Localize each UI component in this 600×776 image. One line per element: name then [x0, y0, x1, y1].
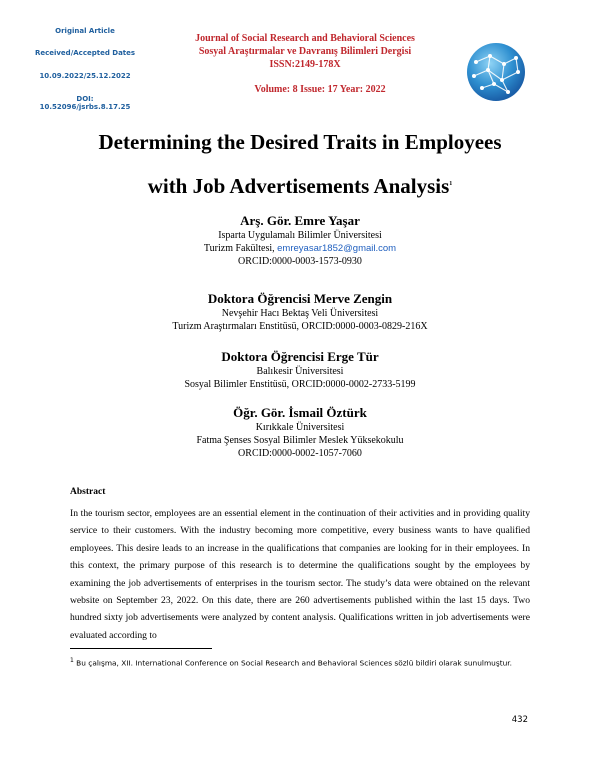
author-name: Arş. Gör. Emre Yaşar: [240, 213, 360, 228]
globe-network-logo: [464, 40, 528, 104]
author-affiliation: Sosyal Bilimler Enstitüsü, ORCID:0000-0002-2733-5199: [184, 379, 416, 390]
doi: DOI: 10.52096/jsrbs.8.17.25: [39, 95, 131, 111]
footnote: [70, 654, 530, 669]
author-affiliation: Turizm Fakültesi, emreyasar1852@gmail.com: [203, 243, 397, 254]
article-type: Original Article: [55, 27, 115, 35]
page-number: 432: [511, 715, 528, 725]
author-name: Öğr. Gör. İsmail Öztürk: [233, 405, 367, 420]
author-block-2: [60, 291, 540, 333]
footnote-mark: 1: [70, 657, 74, 664]
author-orcid: ORCID:0000-0003-1573-0930: [238, 256, 362, 267]
journal-name-en: Journal of Social Research and Behavioral Sciences: [195, 33, 415, 44]
journal-issn: ISSN:2149-178X: [269, 59, 341, 70]
abstract-body: In the tourism sector, employees are an essential element in the continuation of their activities and in providing quality service to their customers. With the industry becoming more competitive, every business wants to have qualified employees. This desire leads to an increase in the qualifications that companies are looking for in their employees. In this context, the primary purpose of this research is to determine the qualifications sought by the employees by examining the job advertisements of enterprises in the tourism sector. The study’s data were obtained on the relevant website on September 23, 2022. On this date, there are 260 advertisements published within the last 15 days. Two hundred sixty job advertisements were analyzed by content analysis. Qualifications written in job advertisements were evaluated according to: [70, 508, 530, 641]
author-affiliation: Turizm Araştırmaları Enstitüsü, ORCID:0000-0003-0829-216X: [172, 321, 428, 332]
author-block-4: [60, 405, 540, 460]
author-affiliation: Balıkesir Üniversitesi: [256, 366, 344, 377]
abstract-heading: Abstract: [70, 487, 106, 497]
author-block-3: [60, 349, 540, 391]
author-affiliation: Nevşehir Hacı Bektaş Veli Üniversitesi: [221, 308, 379, 319]
author-name: Doktora Öğrencisi Erge Tür: [221, 349, 379, 364]
footnote-divider: [70, 648, 212, 649]
author-name: Doktora Öğrencisi Merve Zengin: [207, 291, 393, 306]
author-email-link[interactable]: emreyasar1852@gmail.com: [277, 243, 397, 254]
title-footnote-mark: 1: [449, 181, 453, 187]
journal-name-tr: Sosyal Araştırmalar ve Davranış Bilimleri Dergisi: [198, 46, 412, 57]
paper-title-line-2: with Job Advertisements Analysis$^1$: [147, 174, 453, 198]
received-accepted-dates: 10.09.2022/25.12.2022: [39, 72, 131, 80]
paper-title-line-1: Determining the Desired Traits in Employees: [98, 130, 502, 154]
author-block-1: [60, 213, 540, 268]
author-affiliation: Isparta Uygulamalı Bilimler Üniversitesi: [218, 230, 382, 241]
author-orcid: ORCID:0000-0002-1057-7060: [238, 448, 362, 459]
author-affiliation: Kırıkkale Üniversitesi: [255, 422, 345, 433]
footnote-text: Bu çalışma, XII. International Conference on Social Research and Behavioral Sciences sözlü bildiri olarak sunulmuştur.: [73, 658, 512, 668]
received-accepted-label: Received/Accepted Dates: [34, 49, 136, 57]
journal-volume-issue-year: Volume: 8 Issue: 17 Year: 2022: [254, 84, 386, 95]
author-affiliation: Fatma Şenses Sosyal Bilimler Meslek Yüksekokulu: [196, 435, 404, 446]
